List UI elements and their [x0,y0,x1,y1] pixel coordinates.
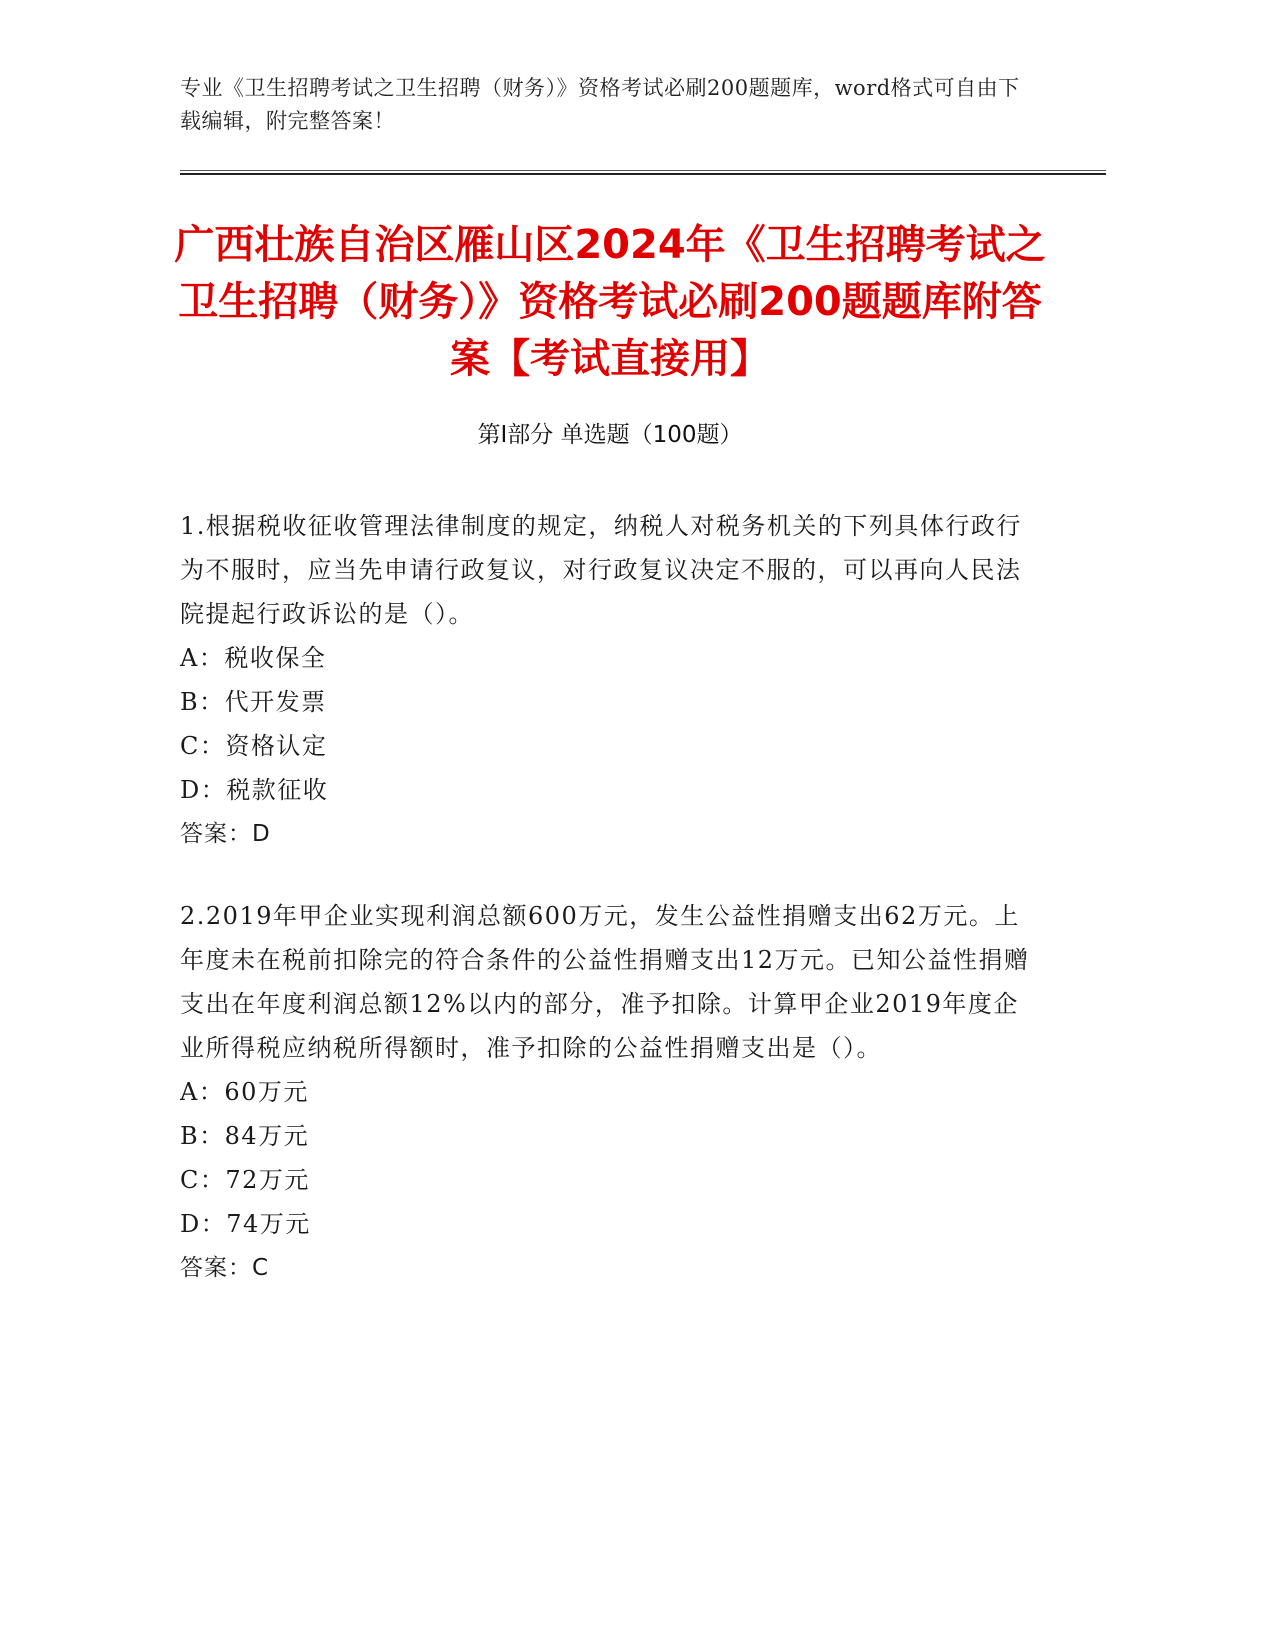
option-b: B：代开发票 [180,688,327,716]
option-c: C：资格认定 [180,732,328,760]
option-b: B：84万元 [180,1122,310,1150]
document-title: 广西壮族自治区雁山区2024年《卫生招聘考试之卫生招聘（财务）》资格考试必刷200题题库附答案【考试直接用】 [174,222,1046,382]
option-a: A：60万元 [180,1078,309,1106]
header-divider [180,170,1106,175]
header-note: 专业《卫生招聘考试之卫生招聘（财务）》资格考试必刷200题题库，word格式可自由下载编辑，附完整答案！ [180,76,1020,133]
option-c: C：72万元 [180,1166,310,1194]
question-1 [180,504,1040,856]
answer: 答案：D [180,821,271,847]
section-title: 第Ⅰ部分 单选题（100题） [477,422,743,448]
question-stem: 1.根据税收征收管理法律制度的规定，纳税人对税务机关的下列具体行政行为不服时，应当先申请行政复议，对行政复议决定不服的，可以再向人民法院提起行政诉讼的是（）。 [180,512,1022,628]
option-d: D：税款征收 [180,776,329,804]
question-stem: 2.2019年甲企业实现利润总额600万元，发生公益性捐赠支出62万元。上年度未在税前扣除完的符合条件的公益性捐赠支出12万元。已知公益性捐赠支出在年度利润总额12%以内的部分，准予扣除。计算甲企业2019年度企业所得税应纳税所得额时，准予扣除的公益性捐赠支出是（）。 [180,902,1030,1062]
question-2 [180,894,1040,1290]
answer: 答案：C [180,1255,270,1281]
option-d: D：74万元 [180,1210,311,1238]
option-a: A：税收保全 [180,644,327,672]
